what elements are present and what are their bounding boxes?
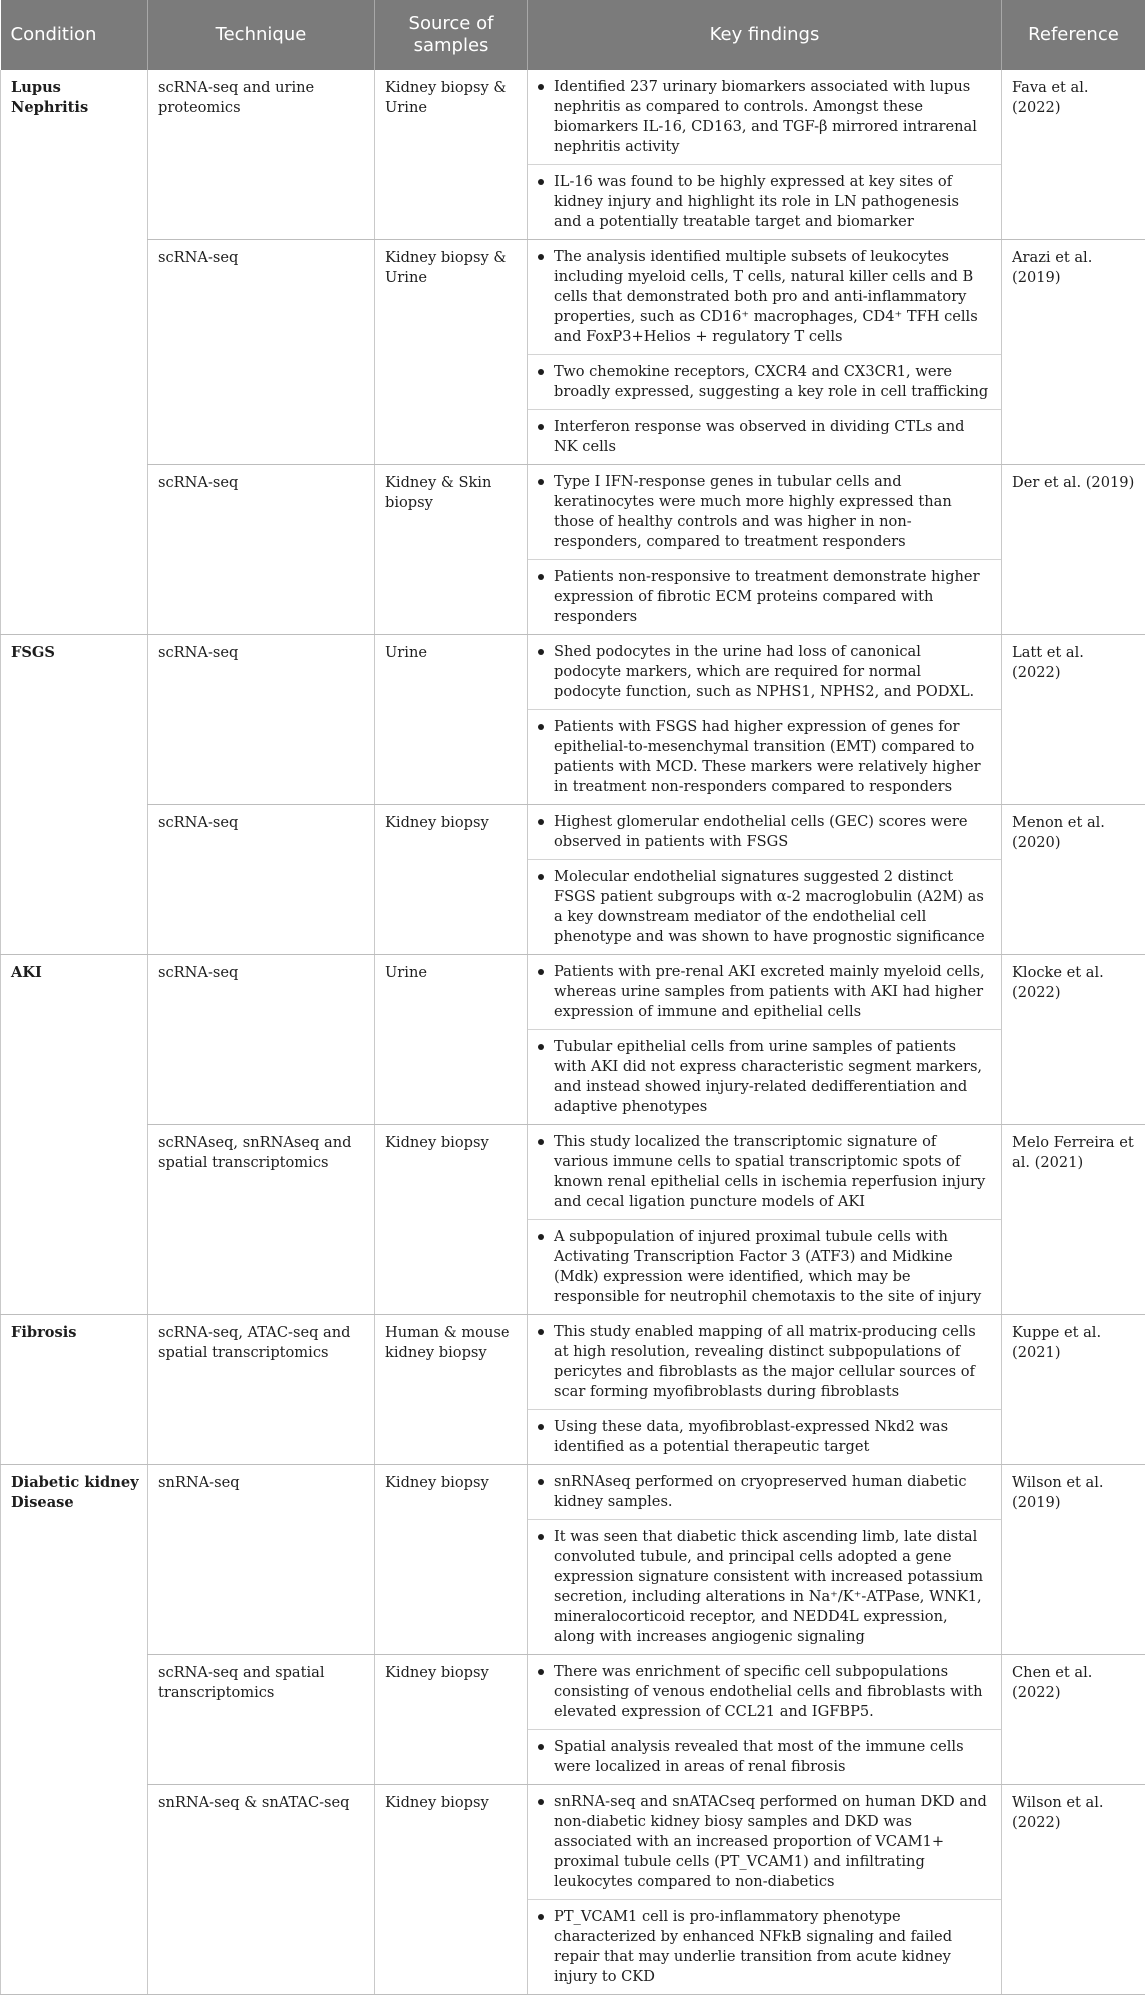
finding-item: A subpopulation of injured proximal tubule cells with Activating Transcription Factor 3 (ATF3) and Midkine (Mdk) expression were identified, which may be responsible for neutrophil chemotaxis to the site of injury [528, 1220, 1001, 1314]
finding-item: Interferon response was observed in dividing CTLs and NK cells [528, 410, 1001, 464]
key-findings-cell [528, 805, 1002, 955]
source-cell: Urine [375, 635, 528, 805]
key-findings-cell [528, 1315, 1002, 1465]
source-cell: Kidney biopsy [375, 805, 528, 955]
header-key-findings: Key findings [528, 0, 1002, 70]
finding-item: snRNAseq performed on cryopreserved human diabetic kidney samples. [528, 1465, 1001, 1520]
source-cell: Kidney & Skin biopsy [375, 465, 528, 635]
finding-item: Spatial analysis revealed that most of the immune cells were localized in areas of renal fibrosis [528, 1730, 1001, 1784]
finding-item: Shed podocytes in the urine had loss of canonical podocyte markers, which are required for normal podocyte function, such as NPHS1, NPHS2, and PODXL. [528, 635, 1001, 710]
technique-cell: scRNA-seq [148, 465, 375, 635]
finding-item: snRNA-seq and snATACseq performed on human DKD and non-diabetic kidney biosy samples and DKD was associated with an increased proportion of VCAM1+ proximal tubule cells (PT_VCAM1) and infiltrating leukocytes compared to non-diabetics [528, 1785, 1001, 1900]
header-reference: Reference [1002, 0, 1145, 70]
reference-cell: Wilson et al. (2019) [1002, 1465, 1145, 1655]
table-body [1, 70, 1145, 1995]
table-row [1, 1315, 1145, 1465]
header-source: Source of samples [375, 0, 528, 70]
finding-item: Tubular epithelial cells from urine samples of patients with AKI did not express characteristic segment markers, and instead showed injury-related dedifferentiation and adaptive phenotypes [528, 1030, 1001, 1124]
table-row [1, 465, 1145, 635]
source-cell: Human & mouse kidney biopsy [375, 1315, 528, 1465]
finding-item: PT_VCAM1 cell is pro-inflammatory phenotype characterized by enhanced NFkB signaling and failed repair that may underlie transition from acute kidney injury to CKD [528, 1900, 1001, 1994]
technique-cell: scRNA-seq and urine proteomics [148, 70, 375, 240]
finding-item: IL-16 was found to be highly expressed at key sites of kidney injury and highlight its role in LN pathogenesis and a potentially treatable target and biomarker [528, 165, 1001, 239]
header-condition: Condition [1, 0, 148, 70]
finding-item: There was enrichment of specific cell subpopulations consisting of venous endothelial cells and fibroblasts with elevated expression of CCL21 and IGFBP5. [528, 1655, 1001, 1730]
technique-cell: scRNAseq, snRNAseq and spatial transcriptomics [148, 1125, 375, 1315]
finding-item: The analysis identified multiple subsets of leukocytes including myeloid cells, T cells, natural killer cells and B cells that demonstrated both pro and anti-inflammatory properties, such as CD16⁺ macrophages, CD4⁺ TFH cells and FoxP3+Helios + regulatory T cells [528, 240, 1001, 355]
reference-cell: Fava et al. (2022) [1002, 70, 1145, 240]
source-cell: Kidney biopsy [375, 1655, 528, 1785]
source-cell: Kidney biopsy [375, 1125, 528, 1315]
condition-cell: Fibrosis [1, 1315, 148, 1465]
finding-item: This study enabled mapping of all matrix-producing cells at high resolution, revealing distinct subpopulations of pericytes and fibroblasts as the major cellular sources of scar forming myofibroblasts during fibroblasts [528, 1315, 1001, 1410]
finding-item: Patients non-responsive to treatment demonstrate higher expression of fibrotic ECM proteins compared with responders [528, 560, 1001, 634]
key-findings-cell [528, 1125, 1002, 1315]
finding-item: Patients with pre-renal AKI excreted mainly myeloid cells, whereas urine samples from patients with AKI had higher expression of immune and epithelial cells [528, 955, 1001, 1030]
source-cell: Kidney biopsy [375, 1785, 528, 1995]
finding-item: Two chemokine receptors, CXCR4 and CX3CR1, were broadly expressed, suggesting a key role in cell trafficking [528, 355, 1001, 410]
condition-cell: FSGS [1, 635, 148, 955]
table-row [1, 1125, 1145, 1315]
reference-cell: Arazi et al. (2019) [1002, 240, 1145, 465]
table-row [1, 955, 1145, 1125]
key-findings-cell [528, 1785, 1002, 1995]
technique-cell: scRNA-seq and spatial transcriptomics [148, 1655, 375, 1785]
reference-cell: Melo Ferreira et al. (2021) [1002, 1125, 1145, 1315]
key-findings-cell [528, 635, 1002, 805]
technique-cell: snRNA-seq & snATAC-seq [148, 1785, 375, 1995]
table-header [1, 0, 1145, 70]
finding-item: It was seen that diabetic thick ascending limb, late distal convoluted tubule, and principal cells adopted a gene expression signature consistent with increased potassium secretion, including alterations in Na⁺/K⁺-ATPase, WNK1, mineralocorticoid receptor, and NEDD4L expression, along with increases angiogenic signaling [528, 1520, 1001, 1654]
finding-item: Type I IFN-response genes in tubular cells and keratinocytes were much more highly expressed than those of healthy controls and was higher in non-responders, compared to treatment responders [528, 465, 1001, 560]
finding-item: Highest glomerular endothelial cells (GEC) scores were observed in patients with FSGS [528, 805, 1001, 860]
reference-cell: Wilson et al. (2022) [1002, 1785, 1145, 1995]
technique-cell: scRNA-seq [148, 805, 375, 955]
table-row [1, 1465, 1145, 1655]
source-cell: Urine [375, 955, 528, 1125]
technique-cell: scRNA-seq [148, 635, 375, 805]
condition-cell: Diabetic kidney Disease [1, 1465, 148, 1995]
source-cell: Kidney biopsy [375, 1465, 528, 1655]
table-row [1, 1655, 1145, 1785]
key-findings-cell [528, 1465, 1002, 1655]
condition-cell: AKI [1, 955, 148, 1315]
finding-item: Using these data, myofibroblast-expressed Nkd2 was identified as a potential therapeutic target [528, 1410, 1001, 1464]
finding-item: Molecular endothelial signatures suggested 2 distinct FSGS patient subgroups with α-2 macroglobulin (A2M) as a key downstream mediator of the endothelial cell phenotype and was shown to have prognostic significance [528, 860, 1001, 954]
table-row [1, 1785, 1145, 1995]
table-row [1, 635, 1145, 805]
key-findings-cell [528, 1655, 1002, 1785]
source-cell: Kidney biopsy & Urine [375, 240, 528, 465]
key-findings-cell [528, 955, 1002, 1125]
condition-cell: Lupus Nephritis [1, 70, 148, 635]
reference-cell: Der et al. (2019) [1002, 465, 1145, 635]
technique-cell: scRNA-seq, ATAC-seq and spatial transcriptomics [148, 1315, 375, 1465]
reference-cell: Kuppe et al. (2021) [1002, 1315, 1145, 1465]
reference-cell: Menon et al. (2020) [1002, 805, 1145, 955]
finding-item: Identified 237 urinary biomarkers associated with lupus nephritis as compared to controls. Amongst these biomarkers IL-16, CD163, and TGF-β mirrored intrarenal nephritis activity [528, 70, 1001, 165]
header-technique: Technique [148, 0, 375, 70]
key-findings-cell [528, 240, 1002, 465]
table-row [1, 240, 1145, 465]
table-row [1, 805, 1145, 955]
technique-cell: snRNA-seq [148, 1465, 375, 1655]
technique-cell: scRNA-seq [148, 240, 375, 465]
key-findings-cell [528, 70, 1002, 240]
reference-cell: Latt et al. (2022) [1002, 635, 1145, 805]
technique-cell: scRNA-seq [148, 955, 375, 1125]
source-cell: Kidney biopsy & Urine [375, 70, 528, 240]
finding-item: Patients with FSGS had higher expression of genes for epithelial-to-mesenchymal transition (EMT) compared to patients with MCD. These markers were relatively higher in treatment non-responders compared to responders [528, 710, 1001, 804]
finding-item: This study localized the transcriptomic signature of various immune cells to spatial transcriptomic spots of known renal epithelial cells in ischemia reperfusion injury and cecal ligation puncture models of AKI [528, 1125, 1001, 1220]
key-findings-cell [528, 465, 1002, 635]
reference-cell: Klocke et al. (2022) [1002, 955, 1145, 1125]
table-row [1, 70, 1145, 240]
reference-cell: Chen et al. (2022) [1002, 1655, 1145, 1785]
